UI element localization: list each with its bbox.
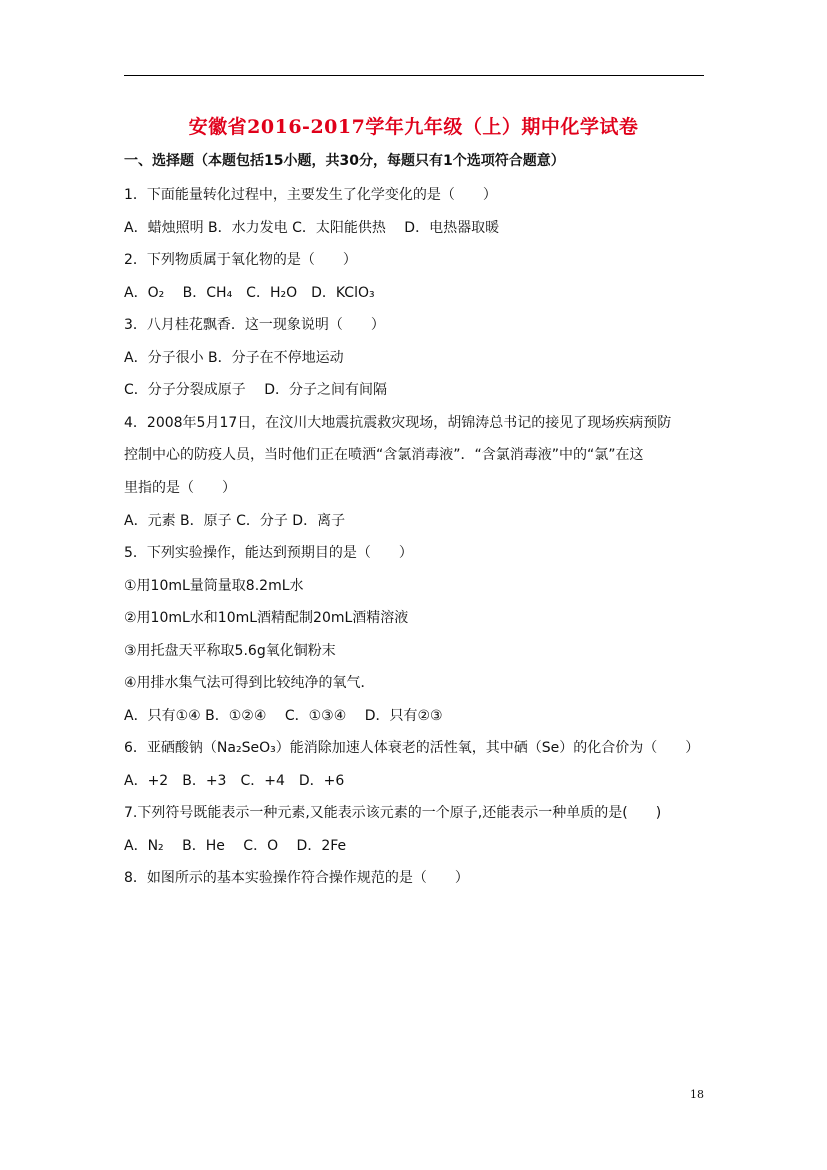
question-line: 4．2008年5月17日，在汶川大地震抗震救灾现场，胡锦涛总书记的接见了现场疾病预防	[124, 415, 672, 431]
question-line: ①用10mL量筒量取8.2mL水	[124, 578, 304, 594]
page-title: 安徽省2016-2017学年九年级（上）期中化学试卷	[188, 116, 639, 138]
question-line: 2．下列物质属于氧化物的是（ ）	[124, 252, 357, 268]
question-line: ④用排水集气法可得到比较纯净的氧气．	[124, 675, 375, 691]
question-line: A．元素 B．原子 C．分子 D．离子	[124, 513, 346, 529]
header-rule	[124, 75, 704, 76]
question-line: C．分子分裂成原子 D．分子之间有间隔	[124, 382, 388, 398]
question-line: 7.下列符号既能表示一种元素,又能表示该元素的一个原子,还能表示一种单质的是( )	[124, 805, 662, 821]
question-line: 8．如图所示的基本实验操作符合操作规范的是（ ）	[124, 870, 469, 886]
section-heading: 一、选择题（本题包括15小题，共30分，每题只有1个选项符合题意）	[124, 153, 565, 169]
question-line: 3．八月桂花飘香．这一现象说明（ ）	[124, 317, 385, 333]
question-line: A．蜡烛照明 B．水力发电 C．太阳能供热 D．电热器取暖	[124, 220, 500, 236]
question-line: A．+2 B．+3 C．+4 D．+6	[124, 773, 345, 789]
question-line: ③用托盘天平称取5.6g氧化铜粉末	[124, 643, 336, 659]
question-line: 1．下面能量转化过程中，主要发生了化学变化的是（ ）	[124, 187, 497, 203]
question-line: A．N₂ B．He C．O D．2Fe	[124, 838, 347, 854]
question-line: A．只有①④ B．①②④ C．①③④ D．只有②③	[124, 708, 443, 724]
question-line: ②用10mL水和10mL酒精配制20mL酒精溶液	[124, 610, 409, 626]
page-number: 18	[690, 1088, 704, 1101]
question-line: 5．下列实验操作，能达到预期目的是（ ）	[124, 545, 413, 561]
question-line: A．分子很小 B．分子在不停地运动	[124, 350, 344, 366]
question-line: A．O₂ B．CH₄ C．H₂O D．KClO₃	[124, 285, 375, 301]
question-line: 6．亚硒酸钠（Na₂SeO₃）能消除加速人体衰老的活性氧，其中硒（Se）的化合价为（ ）	[124, 740, 700, 756]
question-line: 里指的是（ ）	[124, 480, 236, 496]
question-line: 控制中心的防疫人员，当时他们正在喷洒“含氯消毒液”．“含氯消毒液”中的“氯”在这	[124, 447, 644, 463]
